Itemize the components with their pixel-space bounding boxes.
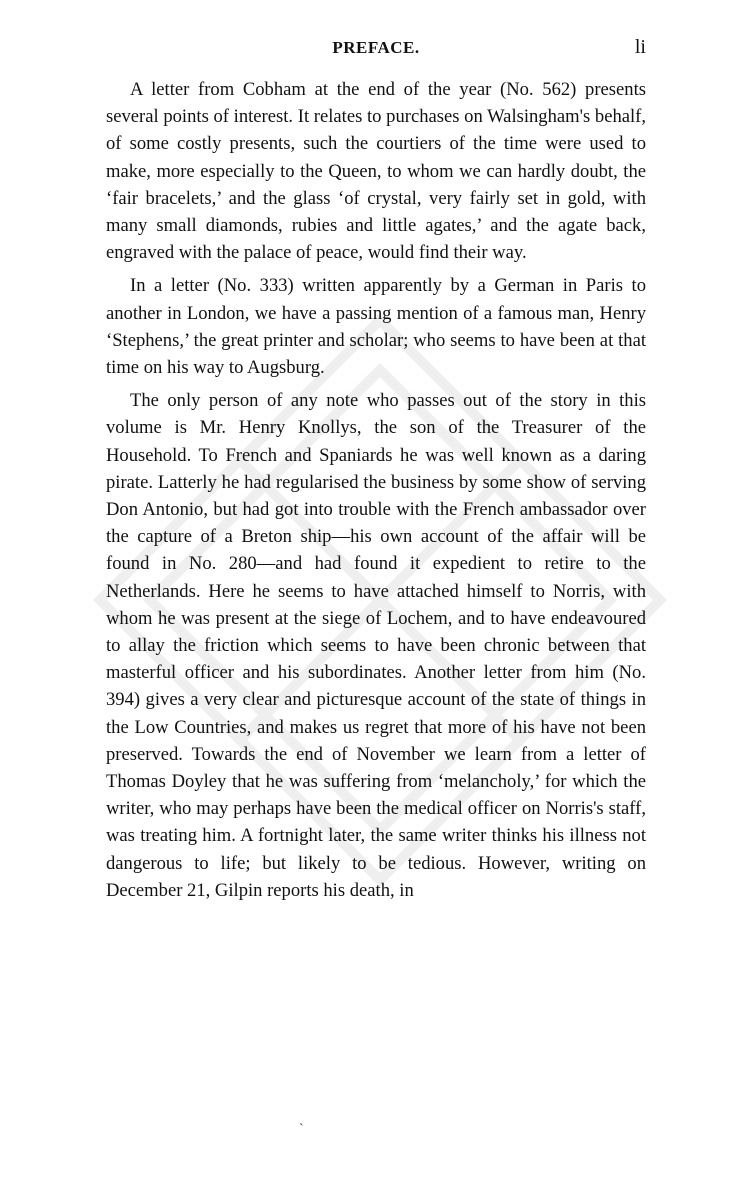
paragraph-knollys: The only person of any note who passes out of the story in this volume is Mr. Henry Knollys, the son of the Treasurer of the Household. To French and Spaniards he was well known as a daring pirate. Latterly he had regularised the business by some show of serving Don Antonio, but had got into trouble with the French ambassador over the capture of a Breton ship—his own account of the affair will be found in No. 280—and had found it expedient to retire to the Netherlands. Here he seems to have attached himself to Norris, with whom he was present at the siege of Lochem, and to have endeavoured to allay the friction which seems to have been chronic between that masterful officer and his subordinates. Another letter from him (No. 394) gives a very clear and picturesque account of the state of things in the Low Countries, and makes us regret that more of his have not been preserved. Towards the end of November we learn from a letter of Thomas Doyley that he was suffering from ‘melancholy,’ for which the writer, who may perhaps have been the medical officer on Norris's staff, was treating him. A fortnight later, the same writer thinks his illness not dangerous to life; but likely to be tedious. However, writing on December 21, Gilpin reports his death, in <box>106 390 646 901</box>
paragraph-cobham-letter: A letter from Cobham at the end of the year (No. 562) presents several points of interest. It relates to purchases on Walsingham's behalf, of some costly presents, such the courtiers of the time were used to make, more especially to the Queen, to whom we can hardly doubt, the ‘fair bracelets,’ and the glass ‘of crystal, very fairly set in gold, with many small diamonds, rubies and little agates,’ and the agate back, engraved with the palace of peace, would find their way. <box>106 79 646 264</box>
running-head <box>106 38 646 62</box>
page-number: li <box>634 36 646 58</box>
running-title: PREFACE. <box>332 38 420 57</box>
paragraph-stephens-letter: In a letter (No. 333) written apparently by a German in Paris to another in London, we have a passing mention of a famous man, Henry ‘Stephens,’ the great printer and scholar; who seems to have been at that time on his way to Augsburg. <box>106 275 646 379</box>
body-text <box>106 76 646 910</box>
footer-mark: ` <box>299 1122 304 1137</box>
